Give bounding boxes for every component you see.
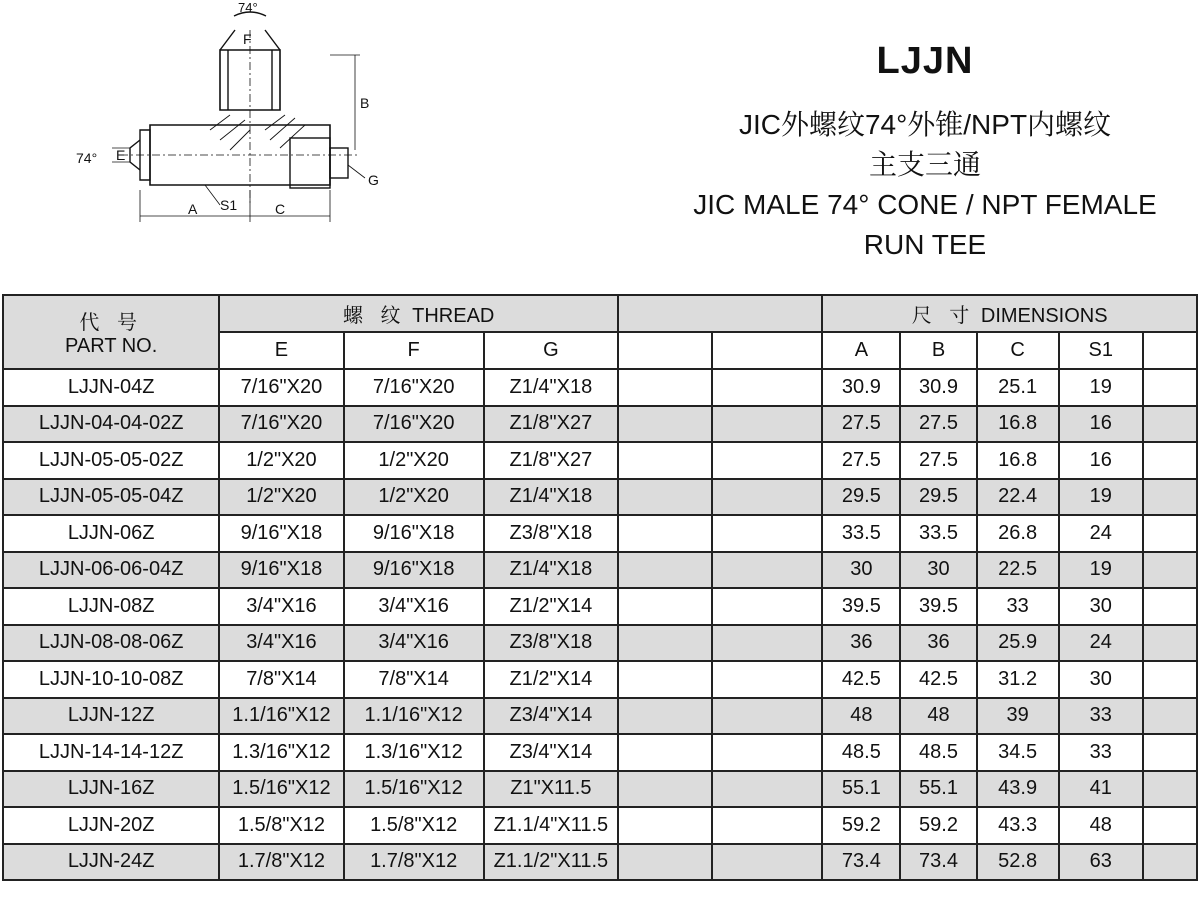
thread-g-cell: Z1/4"X18 <box>484 552 618 589</box>
part-no-en: PART NO. <box>65 335 158 357</box>
dim-c-cell: 25.1 <box>977 369 1059 406</box>
blank-header <box>618 295 822 332</box>
dim-s1-cell: 24 <box>1059 515 1143 552</box>
blank-cell <box>618 406 712 443</box>
table-row <box>3 844 1197 881</box>
thread-e-cell: 9/16"X18 <box>219 515 343 552</box>
dim-c-cell: 26.8 <box>977 515 1059 552</box>
col-header-a: A <box>822 332 900 369</box>
dim-f-label: F <box>243 31 252 47</box>
blank-cell <box>1143 807 1197 844</box>
dim-c-cell: 34.5 <box>977 734 1059 771</box>
dim-a-cell: 39.5 <box>822 588 900 625</box>
thread-f-cell: 1.3/16"X12 <box>344 734 484 771</box>
dim-b-cell: 42.5 <box>900 661 976 698</box>
table-row <box>3 698 1197 735</box>
dimensions-cn: 尺 寸 <box>911 305 976 327</box>
dim-b-cell: 33.5 <box>900 515 976 552</box>
thread-g-cell: Z1.1/4"X11.5 <box>484 807 618 844</box>
title-block <box>640 40 1200 265</box>
thread-g-cell: Z3/4"X14 <box>484 734 618 771</box>
title-en-1: JIC MALE 74° CONE / NPT FEMALE <box>693 189 1157 220</box>
dim-c-cell: 31.2 <box>977 661 1059 698</box>
thread-e-cell: 1/2"X20 <box>219 479 343 516</box>
blank-cell <box>712 771 822 808</box>
title-cn-2: 主支三通 <box>868 149 981 180</box>
thread-e-cell: 1.5/16"X12 <box>219 771 343 808</box>
thread-f-cell: 1/2"X20 <box>344 442 484 479</box>
part-no-cell: LJJN-12Z <box>3 698 219 735</box>
thread-g-cell: Z1/4"X18 <box>484 369 618 406</box>
dim-c-cell: 16.8 <box>977 406 1059 443</box>
col-header-f: F <box>344 332 484 369</box>
tee-fitting-drawing <box>60 0 380 225</box>
table-row <box>3 515 1197 552</box>
angle-top-label: 74° <box>238 0 258 15</box>
thread-header <box>219 295 618 332</box>
thread-cn: 螺 纹 <box>343 305 407 327</box>
blank-cell <box>712 625 822 662</box>
col-header-e: E <box>219 332 343 369</box>
col-header-b: B <box>900 332 976 369</box>
thread-e-cell: 1.1/16"X12 <box>219 698 343 735</box>
thread-f-cell: 1/2"X20 <box>344 479 484 516</box>
blank-cell <box>618 661 712 698</box>
dim-a-cell: 30.9 <box>822 369 900 406</box>
dim-b-cell: 27.5 <box>900 406 976 443</box>
blank-cell <box>1143 588 1197 625</box>
dim-a-cell: 42.5 <box>822 661 900 698</box>
table-row <box>3 807 1197 844</box>
thread-e-cell: 1.3/16"X12 <box>219 734 343 771</box>
dim-s1-cell: 30 <box>1059 588 1143 625</box>
blank-cell <box>1143 734 1197 771</box>
thread-f-cell: 1.1/16"X12 <box>344 698 484 735</box>
dim-s1-cell: 30 <box>1059 661 1143 698</box>
blank-cell <box>1143 515 1197 552</box>
dim-b-cell: 29.5 <box>900 479 976 516</box>
product-code: LJJN <box>876 40 974 82</box>
thread-g-cell: Z1"X11.5 <box>484 771 618 808</box>
table-row <box>3 479 1197 516</box>
blank-cell <box>712 406 822 443</box>
dim-a-cell: 73.4 <box>822 844 900 881</box>
dim-a-cell: 30 <box>822 552 900 589</box>
table-row <box>3 442 1197 479</box>
blank-cell <box>712 515 822 552</box>
col-header-blank-3 <box>1143 332 1197 369</box>
dim-c-cell: 43.9 <box>977 771 1059 808</box>
dim-b-cell: 55.1 <box>900 771 976 808</box>
blank-cell <box>618 698 712 735</box>
part-no-cell: LJJN-04-04-02Z <box>3 406 219 443</box>
thread-e-cell: 7/16"X20 <box>219 369 343 406</box>
dim-c-cell: 43.3 <box>977 807 1059 844</box>
blank-cell <box>712 369 822 406</box>
dim-b-cell: 36 <box>900 625 976 662</box>
dim-s1-cell: 19 <box>1059 369 1143 406</box>
blank-cell <box>618 625 712 662</box>
part-no-cn: 代 号 <box>79 312 143 334</box>
blank-cell <box>1143 442 1197 479</box>
dim-b-cell: 48 <box>900 698 976 735</box>
thread-g-cell: Z1/2"X14 <box>484 588 618 625</box>
blank-cell <box>1143 479 1197 516</box>
dim-a-cell: 27.5 <box>822 442 900 479</box>
dim-s1-cell: 48 <box>1059 807 1143 844</box>
blank-cell <box>1143 661 1197 698</box>
table-row <box>3 661 1197 698</box>
blank-cell <box>618 844 712 881</box>
blank-cell <box>712 588 822 625</box>
part-no-cell: LJJN-24Z <box>3 844 219 881</box>
blank-cell <box>618 734 712 771</box>
dim-b-cell: 39.5 <box>900 588 976 625</box>
thread-f-cell: 3/4"X16 <box>344 588 484 625</box>
dim-b-cell: 30 <box>900 552 976 589</box>
thread-f-cell: 9/16"X18 <box>344 552 484 589</box>
part-no-header <box>3 295 219 369</box>
thread-e-cell: 9/16"X18 <box>219 552 343 589</box>
dim-a-cell: 48 <box>822 698 900 735</box>
thread-g-cell: Z1/8"X27 <box>484 442 618 479</box>
col-header-c: C <box>977 332 1059 369</box>
angle-left-label: 74° <box>76 150 98 166</box>
col-header-s1: S1 <box>1059 332 1143 369</box>
dim-c-cell: 22.4 <box>977 479 1059 516</box>
col-header-g: G <box>484 332 618 369</box>
dim-g-label: G <box>368 172 379 188</box>
dim-a-cell: 33.5 <box>822 515 900 552</box>
thread-g-cell: Z1.1/2"X11.5 <box>484 844 618 881</box>
blank-cell <box>1143 771 1197 808</box>
dim-a-cell: 55.1 <box>822 771 900 808</box>
dim-b-cell: 59.2 <box>900 807 976 844</box>
blank-cell <box>1143 625 1197 662</box>
dim-s1-cell: 16 <box>1059 442 1143 479</box>
dim-a-cell: 59.2 <box>822 807 900 844</box>
thread-f-cell: 7/16"X20 <box>344 406 484 443</box>
dim-a-cell: 36 <box>822 625 900 662</box>
dim-s1-cell: 33 <box>1059 734 1143 771</box>
dim-s1-label: S1 <box>220 197 238 213</box>
dim-s1-cell: 24 <box>1059 625 1143 662</box>
thread-f-cell: 9/16"X18 <box>344 515 484 552</box>
part-no-cell: LJJN-05-05-04Z <box>3 479 219 516</box>
part-no-cell: LJJN-06-06-04Z <box>3 552 219 589</box>
part-no-cell: LJJN-16Z <box>3 771 219 808</box>
part-no-cell: LJJN-06Z <box>3 515 219 552</box>
thread-f-cell: 7/16"X20 <box>344 369 484 406</box>
dim-c-cell: 39 <box>977 698 1059 735</box>
table-row <box>3 771 1197 808</box>
dim-b-cell: 48.5 <box>900 734 976 771</box>
table-row <box>3 552 1197 589</box>
dim-b-cell: 27.5 <box>900 442 976 479</box>
thread-e-cell: 7/8"X14 <box>219 661 343 698</box>
blank-cell <box>618 369 712 406</box>
dim-s1-cell: 16 <box>1059 406 1143 443</box>
dim-s1-cell: 19 <box>1059 479 1143 516</box>
dim-s1-cell: 33 <box>1059 698 1143 735</box>
thread-f-cell: 3/4"X16 <box>344 625 484 662</box>
dim-c-cell: 33 <box>977 588 1059 625</box>
blank-cell <box>618 771 712 808</box>
dim-s1-cell: 63 <box>1059 844 1143 881</box>
dim-a-cell: 29.5 <box>822 479 900 516</box>
dim-b-label: B <box>360 95 370 111</box>
blank-cell <box>712 442 822 479</box>
blank-cell <box>1143 369 1197 406</box>
table-row <box>3 625 1197 662</box>
thread-e-cell: 7/16"X20 <box>219 406 343 443</box>
thread-en: THREAD <box>412 305 495 327</box>
dim-s1-cell: 19 <box>1059 552 1143 589</box>
blank-cell <box>712 661 822 698</box>
dim-e-label: E <box>116 147 126 163</box>
dim-c-cell: 22.5 <box>977 552 1059 589</box>
blank-cell <box>618 552 712 589</box>
part-no-cell: LJJN-14-14-12Z <box>3 734 219 771</box>
table-row <box>3 588 1197 625</box>
thread-e-cell: 3/4"X16 <box>219 588 343 625</box>
part-no-cell: LJJN-08Z <box>3 588 219 625</box>
blank-cell <box>712 479 822 516</box>
dim-s1-cell: 41 <box>1059 771 1143 808</box>
blank-cell <box>618 515 712 552</box>
thread-g-cell: Z3/4"X14 <box>484 698 618 735</box>
thread-f-cell: 1.7/8"X12 <box>344 844 484 881</box>
dim-c-cell: 25.9 <box>977 625 1059 662</box>
blank-cell <box>1143 698 1197 735</box>
dim-b-cell: 73.4 <box>900 844 976 881</box>
thread-g-cell: Z3/8"X18 <box>484 515 618 552</box>
blank-cell <box>618 442 712 479</box>
spec-table <box>2 294 1198 881</box>
part-no-cell: LJJN-20Z <box>3 807 219 844</box>
col-header-blank-2 <box>712 332 822 369</box>
thread-f-cell: 7/8"X14 <box>344 661 484 698</box>
dim-c-cell: 16.8 <box>977 442 1059 479</box>
blank-cell <box>712 552 822 589</box>
table-row <box>3 369 1197 406</box>
blank-cell <box>618 588 712 625</box>
blank-cell <box>1143 844 1197 881</box>
thread-g-cell: Z1/8"X27 <box>484 406 618 443</box>
blank-cell <box>712 734 822 771</box>
dim-b-cell: 30.9 <box>900 369 976 406</box>
thread-e-cell: 3/4"X16 <box>219 625 343 662</box>
dimensions-header <box>822 295 1197 332</box>
part-no-cell: LJJN-08-08-06Z <box>3 625 219 662</box>
dimensions-en: DIMENSIONS <box>980 305 1108 327</box>
dim-c-label: C <box>275 201 286 217</box>
thread-g-cell: Z1/2"X14 <box>484 661 618 698</box>
blank-cell <box>1143 552 1197 589</box>
dim-a-label: A <box>188 201 198 217</box>
col-header-blank-1 <box>618 332 712 369</box>
thread-f-cell: 1.5/16"X12 <box>344 771 484 808</box>
title-cn-1: JIC外螺纹74°外锥/NPT内螺纹 <box>738 109 1112 140</box>
blank-cell <box>1143 406 1197 443</box>
blank-cell <box>712 844 822 881</box>
thread-g-cell: Z1/4"X18 <box>484 479 618 516</box>
dim-c-cell: 52.8 <box>977 844 1059 881</box>
blank-cell <box>712 698 822 735</box>
table-row <box>3 734 1197 771</box>
part-no-cell: LJJN-05-05-02Z <box>3 442 219 479</box>
title-en-2: RUN TEE <box>863 229 987 260</box>
part-no-cell: LJJN-04Z <box>3 369 219 406</box>
thread-e-cell: 1.5/8"X12 <box>219 807 343 844</box>
part-no-cell: LJJN-10-10-08Z <box>3 661 219 698</box>
thread-e-cell: 1.7/8"X12 <box>219 844 343 881</box>
blank-cell <box>618 479 712 516</box>
thread-f-cell: 1.5/8"X12 <box>344 807 484 844</box>
thread-g-cell: Z3/8"X18 <box>484 625 618 662</box>
dim-a-cell: 27.5 <box>822 406 900 443</box>
blank-cell <box>712 807 822 844</box>
thread-e-cell: 1/2"X20 <box>219 442 343 479</box>
table-row <box>3 406 1197 443</box>
dim-a-cell: 48.5 <box>822 734 900 771</box>
blank-cell <box>618 807 712 844</box>
